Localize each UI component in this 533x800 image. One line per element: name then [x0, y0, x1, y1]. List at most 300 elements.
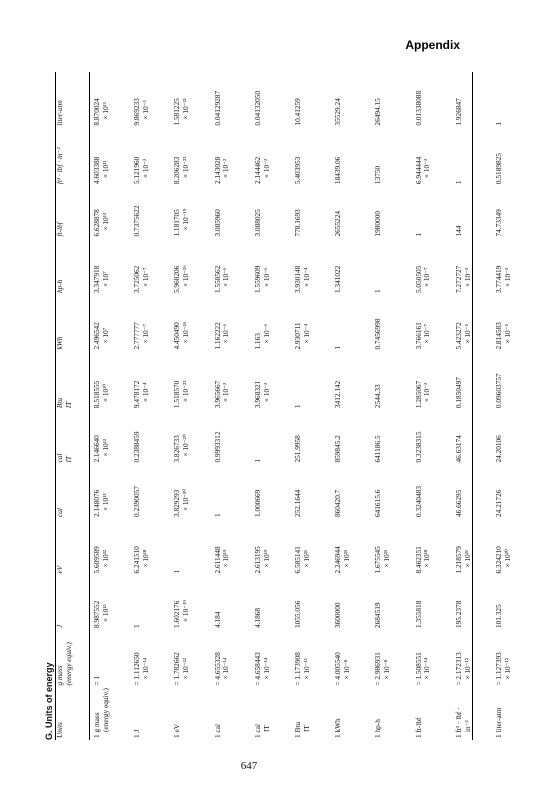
cell-value: 1 ft-lbf — [413, 717, 423, 738]
cell-value: 4.1868 — [252, 607, 262, 629]
conversion-value — [332, 576, 372, 630]
conversion-value — [493, 519, 533, 576]
cell-exponent: × 10⁻⁸ — [342, 659, 352, 680]
cell-value: 0.2388459 — [132, 431, 142, 463]
cell-value: = 2.986931 — [373, 652, 383, 686]
conversion-value — [493, 576, 533, 630]
conversion-value — [212, 630, 252, 688]
column-header-label: g mass — [55, 665, 64, 686]
cell-value: 8.462351 — [413, 546, 423, 574]
cell-value: 1 — [373, 289, 383, 294]
conversion-value — [212, 576, 252, 630]
column-header — [56, 410, 89, 464]
cell-exponent: × 10⁻⁵ — [462, 267, 472, 288]
cell-value: = 1.112650 — [132, 652, 142, 686]
cell-exponent: × 10¹⁸ — [422, 549, 432, 568]
column-header — [56, 465, 89, 519]
conversion-value — [372, 239, 412, 296]
cell-value: 24.20106 — [493, 435, 503, 463]
conversion-value — [332, 465, 372, 519]
column-header-label: hp-h — [55, 279, 64, 294]
conversion-value — [212, 295, 252, 352]
conversion-value — [131, 576, 171, 630]
cell-value: = 1.782662 — [172, 652, 182, 686]
conversion-value — [131, 410, 171, 464]
conversion-value — [212, 128, 252, 187]
conversion-value — [372, 186, 412, 238]
table-row — [493, 72, 533, 740]
table-header-row — [56, 72, 89, 740]
conversion-value — [292, 128, 332, 187]
cell-value: 5.050505 — [413, 265, 423, 294]
conversion-value — [212, 352, 252, 411]
conversion-value — [171, 630, 211, 688]
cell-exponent: × 10⁻⁴ — [301, 323, 311, 344]
conversion-value — [89, 576, 131, 630]
conversion-value — [292, 72, 332, 128]
conversion-value — [372, 352, 412, 411]
conversion-value — [372, 576, 412, 630]
conversion-value — [413, 128, 453, 187]
table-row — [89, 72, 131, 740]
cell-exponent: × 10⁻²² — [181, 380, 191, 403]
cell-value: 1 — [172, 569, 182, 574]
conversion-value — [493, 239, 533, 296]
cell-exponent: × 10⁻⁶ — [221, 267, 231, 288]
cell-exponent: × 10⁻¹⁴ — [141, 657, 151, 680]
conversion-value — [493, 72, 533, 128]
cell-value: 2.611448 — [212, 546, 222, 574]
cell-exponent: × 10²⁵ — [382, 549, 392, 568]
conversion-value — [332, 630, 372, 688]
conversion-value — [252, 519, 292, 576]
row-unit-label — [131, 688, 171, 740]
column-header-label: Units — [55, 722, 64, 738]
conversion-value — [89, 295, 131, 352]
cell-exponent: × 10⁻³ — [141, 158, 151, 179]
cell-value: 1 cal — [212, 724, 222, 738]
cell-value: 1.675545 — [373, 546, 383, 574]
cell-value: 1 — [493, 121, 503, 126]
conversion-value — [372, 630, 412, 688]
cell-value: 1 liter-atm — [493, 707, 503, 738]
conversion-value — [89, 410, 131, 464]
cell-value: 1 kWh — [333, 718, 343, 738]
cell-exponent: × 10²¹ — [301, 549, 311, 568]
cell-exponent: IT — [301, 725, 311, 732]
conversion-value — [252, 410, 292, 464]
cell-value: 9.869233 — [132, 98, 142, 126]
conversion-value — [131, 128, 171, 187]
cell-exponent: × 10¹¹ — [100, 160, 110, 179]
table-row — [332, 72, 372, 740]
conversion-value — [332, 186, 372, 238]
column-header — [56, 630, 89, 688]
cell-exponent: × 10⁻²⁶ — [181, 321, 191, 344]
column-header — [56, 295, 89, 352]
column-header — [56, 352, 89, 411]
cell-exponent: × 10⁻³ — [261, 382, 271, 403]
column-header-label: kWh — [55, 336, 64, 350]
cell-value: = 4.658443 — [252, 652, 262, 686]
column-header — [56, 519, 89, 576]
cell-value: 1.285067 — [413, 380, 423, 409]
conversion-value — [332, 72, 372, 128]
table-row — [252, 72, 292, 740]
cell-value: 1980000 — [373, 211, 383, 237]
cell-value: 2.148076 — [92, 489, 101, 518]
conversion-value — [413, 576, 453, 630]
column-header-label: eV — [55, 565, 64, 574]
cell-exponent: × 10¹³ — [100, 493, 110, 512]
cell-value: 251.9958 — [292, 435, 302, 463]
column-header-label: cal — [55, 508, 64, 518]
table-bottom-rule — [472, 72, 473, 740]
conversion-value — [171, 576, 211, 630]
cell-value: 859845.2 — [333, 435, 343, 463]
conversion-value — [292, 576, 332, 630]
cell-exponent: × 10⁻⁷ — [422, 323, 432, 344]
cell-value: 2.143028 — [212, 156, 222, 185]
cell-value: 1 — [292, 404, 302, 409]
cell-value: 1 — [453, 180, 463, 185]
cell-exponent: × 10⁻²⁰ — [181, 434, 191, 457]
cell-value: 252.1644 — [292, 489, 302, 518]
cell-value: 3.930148 — [292, 265, 302, 294]
column-header — [56, 186, 89, 238]
cell-value: 0.5189825 — [493, 153, 503, 185]
cell-value: 2.777777 — [132, 322, 142, 350]
cell-value: 4.450490 — [172, 322, 182, 350]
conversion-value — [171, 465, 211, 519]
cell-value: = 2.172313 — [453, 652, 463, 686]
page-header-title: Appendix — [405, 38, 460, 52]
column-header-label: liter-atm — [55, 100, 64, 126]
cell-value: 0.7375622 — [132, 205, 142, 237]
cell-value: 3.774419 — [493, 265, 503, 294]
conversion-value — [131, 465, 171, 519]
cell-exponent: × 10⁻² — [261, 158, 271, 179]
cell-value: 1.602176 — [172, 600, 182, 629]
conversion-value — [332, 295, 372, 352]
conversion-value — [89, 352, 131, 411]
conversion-value — [413, 630, 453, 688]
cell-value: 74.73349 — [493, 209, 503, 237]
cell-value: 778.1693 — [292, 209, 302, 237]
conversion-value — [413, 465, 453, 519]
cell-exponent: × 10⁻¹² — [502, 658, 512, 680]
conversion-value — [372, 72, 412, 128]
conversion-value — [212, 465, 252, 519]
cell-value: 1.162222 — [212, 322, 222, 350]
conversion-value — [372, 295, 412, 352]
conversion-value — [252, 295, 292, 352]
cell-exponent: × 10⁻¹¹ — [301, 658, 311, 680]
conversion-value — [292, 239, 332, 296]
conversion-value — [252, 186, 292, 238]
conversion-value — [292, 410, 332, 464]
column-header — [56, 128, 89, 187]
column-header-label: cal — [55, 453, 64, 463]
column-header — [56, 72, 89, 128]
cell-exponent: in⁻² — [462, 720, 472, 732]
conversion-value — [171, 239, 211, 296]
table-body — [89, 72, 533, 740]
cell-value: 2684519 — [373, 602, 383, 629]
cell-value: 5.968206 — [172, 265, 182, 294]
table-row — [171, 72, 211, 740]
conversion-value — [171, 186, 211, 238]
conversion-value — [252, 576, 292, 630]
cell-exponent: × 10⁻⁷ — [422, 267, 432, 288]
cell-value: 2.930711 — [292, 322, 302, 350]
conversion-value — [212, 239, 252, 296]
cell-value: = 1.173908 — [292, 652, 302, 686]
cell-value: 8.870024 — [92, 98, 101, 126]
cell-value: 1055.056 — [292, 600, 302, 629]
cell-value: 46.66295 — [453, 489, 463, 518]
conversion-value — [372, 410, 412, 464]
cell-value: 641615.6 — [373, 489, 383, 518]
conversion-value — [332, 410, 372, 464]
conversion-value — [413, 352, 453, 411]
row-unit-label — [171, 688, 211, 740]
cell-value: 1 eV — [172, 724, 182, 738]
column-header-sublabel: IT — [63, 401, 73, 409]
cell-exponent: × 10⁻⁵ — [462, 323, 472, 344]
cell-value: 1 — [212, 513, 222, 518]
cell-value: 1.181705 — [172, 209, 182, 237]
cell-value: 0.7456998 — [373, 318, 383, 350]
cell-exponent: × 10⁻⁷ — [141, 267, 151, 288]
cell-value: = 1.508551 — [413, 652, 423, 686]
cell-exponent: × 10⁻³³ — [181, 658, 191, 680]
cell-value: 1.355818 — [413, 600, 423, 629]
cell-exponent: × 10⁻¹⁹ — [181, 600, 191, 623]
cell-value: 10.41259 — [292, 98, 302, 126]
cell-value: 0.3240483 — [413, 486, 423, 518]
conversion-value — [131, 239, 171, 296]
conversion-value — [493, 295, 533, 352]
cell-value: 860420.7 — [333, 489, 343, 518]
conversion-value — [493, 186, 533, 238]
cell-exponent: × 10⁻⁶ — [221, 323, 231, 344]
conversion-value — [131, 72, 171, 128]
conversion-value — [292, 295, 332, 352]
conversion-value — [131, 630, 171, 688]
cell-exponent: × 10²⁵ — [342, 549, 352, 568]
column-header-sublabel: (energy equiv.) — [63, 642, 73, 686]
conversion-value — [131, 519, 171, 576]
cell-exponent: × 10⁻³ — [422, 382, 432, 403]
conversion-value — [171, 410, 211, 464]
cell-value: 3.829293 — [172, 489, 182, 518]
cell-value: 3412.142 — [333, 380, 343, 409]
cell-exponent: × 10¹⁹ — [221, 549, 231, 568]
cell-value: 0.1850497 — [453, 377, 463, 409]
cell-value: 0.04129287 — [212, 90, 222, 126]
cell-exponent: (energy equiv.) — [100, 688, 110, 732]
column-header-sublabel: IT — [63, 456, 73, 463]
conversion-value — [252, 352, 292, 411]
cell-value: 0.09603757 — [493, 373, 503, 409]
conversion-value — [493, 630, 533, 688]
conversion-value — [252, 72, 292, 128]
cell-value: 2655224 — [333, 211, 343, 237]
cell-value: 1 J — [132, 729, 142, 738]
conversion-value — [292, 352, 332, 411]
row-unit-label — [292, 688, 332, 740]
cell-value: 641186.5 — [373, 435, 383, 463]
cell-value: 1 — [413, 232, 423, 237]
conversion-value — [292, 465, 332, 519]
conversion-value — [413, 295, 453, 352]
conversion-value — [292, 630, 332, 688]
rotated-table-area — [44, 72, 512, 740]
cell-exponent: × 10⁻²⁶ — [181, 265, 191, 288]
cell-exponent: × 10⁷ — [100, 271, 110, 288]
cell-value: 1.163 — [252, 333, 262, 350]
cell-exponent: × 10⁻²¹ — [181, 98, 191, 120]
column-header-label: ft-lbf — [55, 222, 64, 237]
cell-value: 144 — [453, 225, 463, 237]
cell-value: 1 hp-h — [373, 719, 383, 738]
column-header — [56, 688, 89, 740]
row-unit-label — [493, 688, 533, 740]
cell-value: 1.926847 — [453, 98, 463, 126]
cell-value: 1.000669 — [252, 489, 262, 518]
page-number: 647 — [240, 760, 258, 772]
cell-value: 13750 — [373, 165, 383, 185]
conversion-value — [171, 128, 211, 187]
cell-value: 7.272727 — [453, 265, 463, 294]
cell-value: 1.218579 — [453, 546, 463, 574]
cell-value: 1 Btu — [292, 721, 302, 738]
cell-exponent: × 10²¹ — [462, 549, 472, 568]
energy-units-table — [56, 72, 533, 740]
cell-value: 1 — [132, 624, 142, 629]
conversion-value — [212, 519, 252, 576]
cell-value: 4.184 — [212, 611, 222, 629]
conversion-value — [292, 519, 332, 576]
cell-value: 8.206283 — [172, 156, 182, 185]
cell-value: 2.144462 — [252, 156, 262, 185]
cell-exponent: × 10⁻³ — [422, 158, 432, 179]
cell-value: 1 — [252, 458, 262, 463]
cell-value: 1.558562 — [212, 265, 222, 294]
cell-exponent: × 10⁻¹⁴ — [261, 657, 271, 680]
conversion-value — [332, 239, 372, 296]
cell-value: 2.496542 — [92, 322, 101, 350]
row-unit-label — [372, 688, 412, 740]
cell-value: 1.559609 — [252, 265, 262, 294]
cell-value: 6.324210 — [493, 546, 503, 574]
cell-value: 3.725062 — [132, 265, 142, 294]
row-unit-label — [89, 688, 131, 740]
conversion-value — [252, 239, 292, 296]
cell-value: 4.603388 — [92, 156, 101, 185]
cell-value: 35529.24 — [333, 98, 343, 126]
conversion-value — [212, 410, 252, 464]
cell-value: 2.613195 — [252, 546, 262, 574]
cell-exponent: × 10¹¹ — [100, 101, 110, 120]
conversion-value — [413, 239, 453, 296]
conversion-value — [212, 186, 252, 238]
cell-value: 101.325 — [493, 604, 503, 629]
conversion-value — [332, 519, 372, 576]
conversion-value — [89, 186, 131, 238]
row-unit-label — [212, 688, 252, 740]
conversion-value — [493, 128, 533, 187]
cell-exponent: × 10⁻¹⁴ — [422, 657, 432, 680]
cell-value: = 4.655328 — [212, 652, 222, 686]
cell-value: 0.3238315 — [413, 431, 423, 463]
table-row — [372, 72, 412, 740]
cell-value: 3.347918 — [92, 265, 101, 294]
conversion-value — [493, 410, 533, 464]
cell-exponent: × 10⁻⁷ — [141, 323, 151, 344]
conversion-value — [413, 519, 453, 576]
cell-value: 26494.15 — [373, 98, 383, 126]
conversion-value — [89, 128, 131, 187]
table-row — [292, 72, 332, 740]
row-unit-label — [252, 688, 292, 740]
table-row — [131, 72, 171, 740]
cell-value: 3.088025 — [252, 209, 262, 237]
cell-value: 3.826733 — [172, 435, 182, 463]
conversion-value — [171, 519, 211, 576]
cell-value: 46.63174 — [453, 435, 463, 463]
cell-exponent: × 10⁻⁴ — [141, 382, 151, 403]
column-header-label: ft³ · lbf · in⁻² — [55, 147, 64, 185]
cell-exponent: × 10¹³ — [100, 604, 110, 623]
conversion-value — [413, 410, 453, 464]
cell-exponent: × 10²⁰ — [502, 549, 512, 568]
cell-exponent: × 10⁻²⁰ — [181, 488, 191, 512]
cell-exponent: × 10¹⁸ — [141, 549, 151, 568]
cell-value: 5.423272 — [453, 322, 463, 350]
conversion-value — [171, 72, 211, 128]
cell-value: 2544.33 — [373, 384, 383, 409]
cell-exponent: × 10³² — [100, 549, 110, 568]
cell-exponent: × 10⁻²² — [181, 156, 191, 179]
cell-value: 8.987552 — [92, 600, 101, 629]
cell-value: 3.968321 — [252, 380, 262, 409]
cell-exponent: × 10⁻⁵ — [502, 323, 512, 344]
column-header-label: Btu — [55, 397, 64, 409]
cell-value: 24.21726 — [493, 489, 503, 518]
conversion-value — [89, 465, 131, 519]
conversion-value — [171, 295, 211, 352]
cell-value: 3.965667 — [212, 380, 222, 409]
cell-value: 2.146640 — [92, 435, 101, 463]
cell-exponent: × 10⁻⁶ — [261, 267, 271, 288]
cell-value: 8.518555 — [92, 380, 101, 409]
cell-value: 18439.06 — [333, 156, 343, 185]
column-header — [56, 576, 89, 630]
cell-value: 0.2390057 — [132, 486, 142, 518]
conversion-value — [493, 352, 533, 411]
cell-value: 9.478172 — [132, 380, 142, 409]
table-row — [413, 72, 453, 740]
cell-exponent: × 10¹⁹ — [261, 549, 271, 568]
cell-value: 5.609589 — [92, 546, 101, 574]
conversion-value — [372, 465, 412, 519]
conversion-value — [131, 295, 171, 352]
conversion-value — [252, 128, 292, 187]
conversion-value — [89, 519, 131, 576]
conversion-value — [212, 72, 252, 128]
